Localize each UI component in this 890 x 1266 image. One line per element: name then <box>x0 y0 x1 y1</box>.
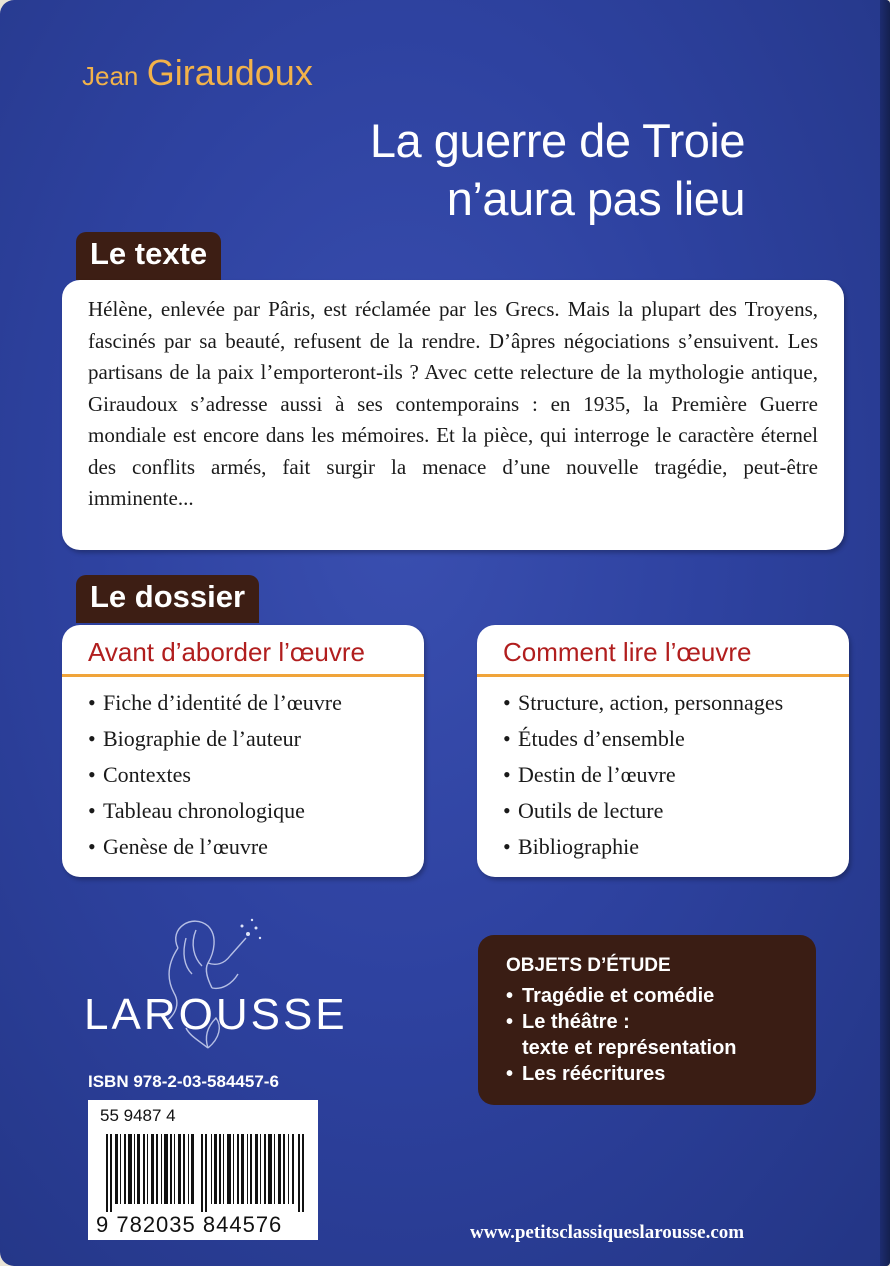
list-item: • Destin de l’œuvre <box>503 762 676 787</box>
list-item: • Biographie de l’auteur <box>88 726 301 751</box>
list-item: • Structure, action, personnages <box>503 690 784 715</box>
isbn-label: ISBN 978-2-03-584457-6 <box>88 1072 279 1091</box>
list-item: • Contextes <box>88 762 191 787</box>
list-item: • Fiche d’identité de l’œuvre <box>88 690 342 715</box>
title-line-1: La guerre de Troie <box>369 114 745 167</box>
summary-panel <box>62 280 844 550</box>
list-item-continuation: texte et représentation <box>522 1037 737 1059</box>
objets-etude-list <box>506 983 816 1087</box>
comment-lire-card <box>477 625 849 877</box>
list-item: • Bibliographie <box>503 834 639 859</box>
comment-lire-heading: Comment lire l’œuvre <box>477 625 849 677</box>
comment-lire-list <box>477 677 849 865</box>
author-name <box>82 52 313 94</box>
list-item: • Le théâtre : texte et représentation <box>506 1009 816 1061</box>
barcode-box <box>88 1100 318 1240</box>
list-item: • Tableau chronologique <box>88 798 305 823</box>
le-texte-tab: Le texte <box>76 232 221 280</box>
barcode <box>106 1134 306 1212</box>
larousse-logo: LAROUSSE <box>84 990 348 1039</box>
avant-aborder-list <box>62 677 424 865</box>
le-dossier-tab: Le dossier <box>76 575 259 623</box>
avant-aborder-heading: Avant d’aborder l’œuvre <box>62 625 424 677</box>
author-last-name: Giraudoux <box>146 52 313 93</box>
avant-aborder-card <box>62 625 424 877</box>
objets-etude-heading: OBJETS D’ÉTUDE <box>506 955 671 976</box>
author-first-name: Jean <box>82 61 139 91</box>
publisher-website[interactable]: www.petitsclassiqueslarousse.com <box>470 1222 745 1243</box>
list-item: • Genèse de l’œuvre <box>88 834 268 859</box>
title-line-2: n’aura pas lieu <box>446 172 745 225</box>
barcode-digits: 9 782035 844576 <box>96 1212 283 1237</box>
summary-text: Hélène, enlevée par Pâris, est réclamée par les Grecs. Mais la plupart des Troyens, fascinés par sa beauté, refusent de la rendre. D’âpres négociations s’ensuivent. Les partisans de la paix l’emporteront-ils ? Avec cette relecture de la mythologie antique, Giraudoux s’adresse aussi à ses contemporains : en 1935, la Première Guerre mondiale est encore dans les mémoires. Et la pièce, qui interroge le caractère éternel des conflits armés, fait surgir la menace d’une nouvelle tragédie, peut-être imminente... <box>88 297 818 510</box>
product-code: 55 9487 4 <box>100 1106 176 1125</box>
list-item: • Études d’ensemble <box>503 726 685 751</box>
list-item: • Tragédie et comédie <box>506 985 715 1007</box>
book-title <box>225 112 745 228</box>
objets-etude-box <box>478 935 816 1105</box>
cover-edge <box>880 0 890 1266</box>
list-item: • Outils de lecture <box>503 798 664 823</box>
list-item: • Les réécritures <box>506 1063 666 1085</box>
